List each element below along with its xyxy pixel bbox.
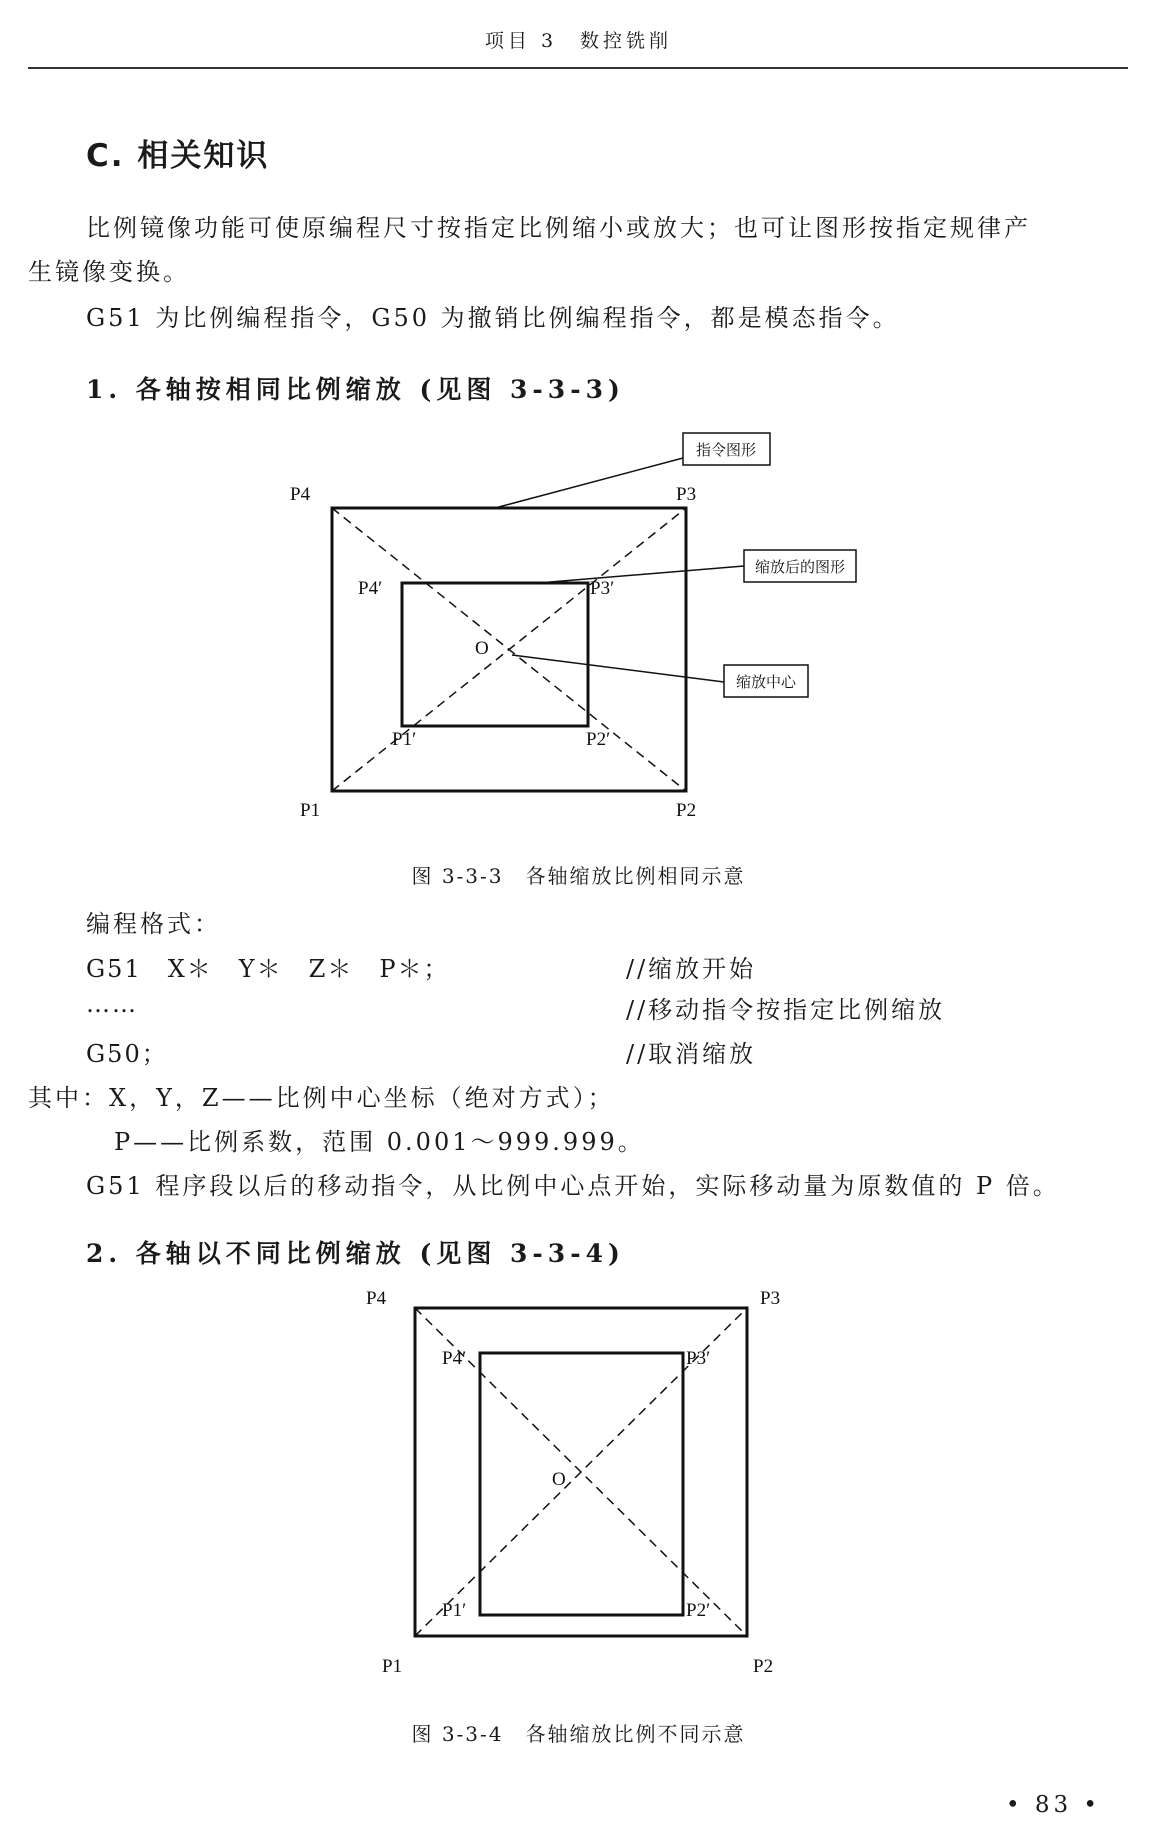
- label-p4-prime: P4′: [442, 1348, 467, 1369]
- header-rule: [28, 67, 1128, 69]
- format-code-line-2: ……: [86, 990, 138, 1018]
- g51-note: G51 程序段以后的移动指令，从比例中心点开始，实际移动量为原数值的 P 倍。: [86, 1172, 1060, 1200]
- inner-rectangle: [402, 583, 588, 726]
- figure-3-3-3-caption: 图 3-3-3 各轴缩放比例相同示意: [411, 864, 746, 888]
- intro-paragraph-2: G51 为比例编程指令，G50 为撤销比例编程指令，都是模态指令。: [86, 304, 900, 332]
- label-p2-prime: P2′: [686, 1600, 711, 1621]
- leader-command-shape: [495, 458, 683, 508]
- label-origin: O: [552, 1469, 566, 1490]
- figure-3-3-3: [280, 420, 880, 830]
- label-p2: P2: [753, 1656, 774, 1677]
- figure-3-3-4-caption: 图 3-3-4 各轴缩放比例不同示意: [411, 1722, 746, 1746]
- parameter-explanation-p: P——比例系数，范围 0.001～999.999。: [114, 1128, 645, 1156]
- intro-paragraph-line-2: 生镜像变换。: [28, 258, 190, 286]
- subheading-same-ratio: 1. 各轴按相同比例缩放 (见图 3-3-3): [86, 375, 625, 404]
- intro-paragraph-line-1: 比例镜像功能可使原编程尺寸按指定比例缩小或放大；也可让图形按指定规律产: [86, 214, 1031, 242]
- label-p1-prime: P1′: [442, 1600, 467, 1621]
- label-p1-prime: P1′: [392, 729, 417, 750]
- format-code-line-3: G50；: [86, 1040, 168, 1068]
- label-p3-prime: P3′: [590, 578, 615, 599]
- leader-scaled-shape: [538, 566, 744, 583]
- format-heading: 编程格式：: [86, 910, 221, 938]
- label-p3: P3: [676, 484, 697, 505]
- label-p3-prime: P3′: [686, 1348, 711, 1369]
- parameter-explanation-xyz: 其中：X，Y，Z——比例中心坐标（绝对方式）；: [28, 1084, 615, 1112]
- label-p1: P1: [300, 800, 321, 821]
- subheading-different-ratio: 2. 各轴以不同比例缩放 (见图 3-3-4): [86, 1239, 625, 1268]
- callout-command-shape: 指令图形: [695, 441, 757, 459]
- label-p4: P4: [290, 484, 311, 505]
- format-comment-line-1: //缩放开始: [626, 955, 757, 983]
- page-number: • 83 •: [1005, 1792, 1101, 1818]
- callout-scale-center: 缩放中心: [735, 673, 797, 691]
- label-origin: O: [475, 638, 489, 659]
- label-p4-prime: P4′: [358, 578, 383, 599]
- label-p2: P2: [676, 800, 697, 821]
- label-p4: P4: [366, 1288, 387, 1309]
- inner-rectangle: [480, 1353, 683, 1615]
- format-comment-line-2: //移动指令按指定比例缩放: [626, 996, 946, 1024]
- section-title: C. 相关知识: [86, 138, 270, 174]
- callout-scaled-shape: 缩放后的图形: [754, 558, 846, 576]
- figure-3-3-4: [360, 1286, 800, 1686]
- format-comment-line-3: //取消缩放: [626, 1040, 757, 1068]
- format-code-line-1: G51 X＊ Y＊ Z＊ P＊；: [86, 955, 450, 983]
- label-p3: P3: [760, 1288, 781, 1309]
- label-p1: P1: [382, 1656, 403, 1677]
- running-header: 项目 3 数控铣削: [484, 30, 673, 52]
- label-p2-prime: P2′: [586, 729, 611, 750]
